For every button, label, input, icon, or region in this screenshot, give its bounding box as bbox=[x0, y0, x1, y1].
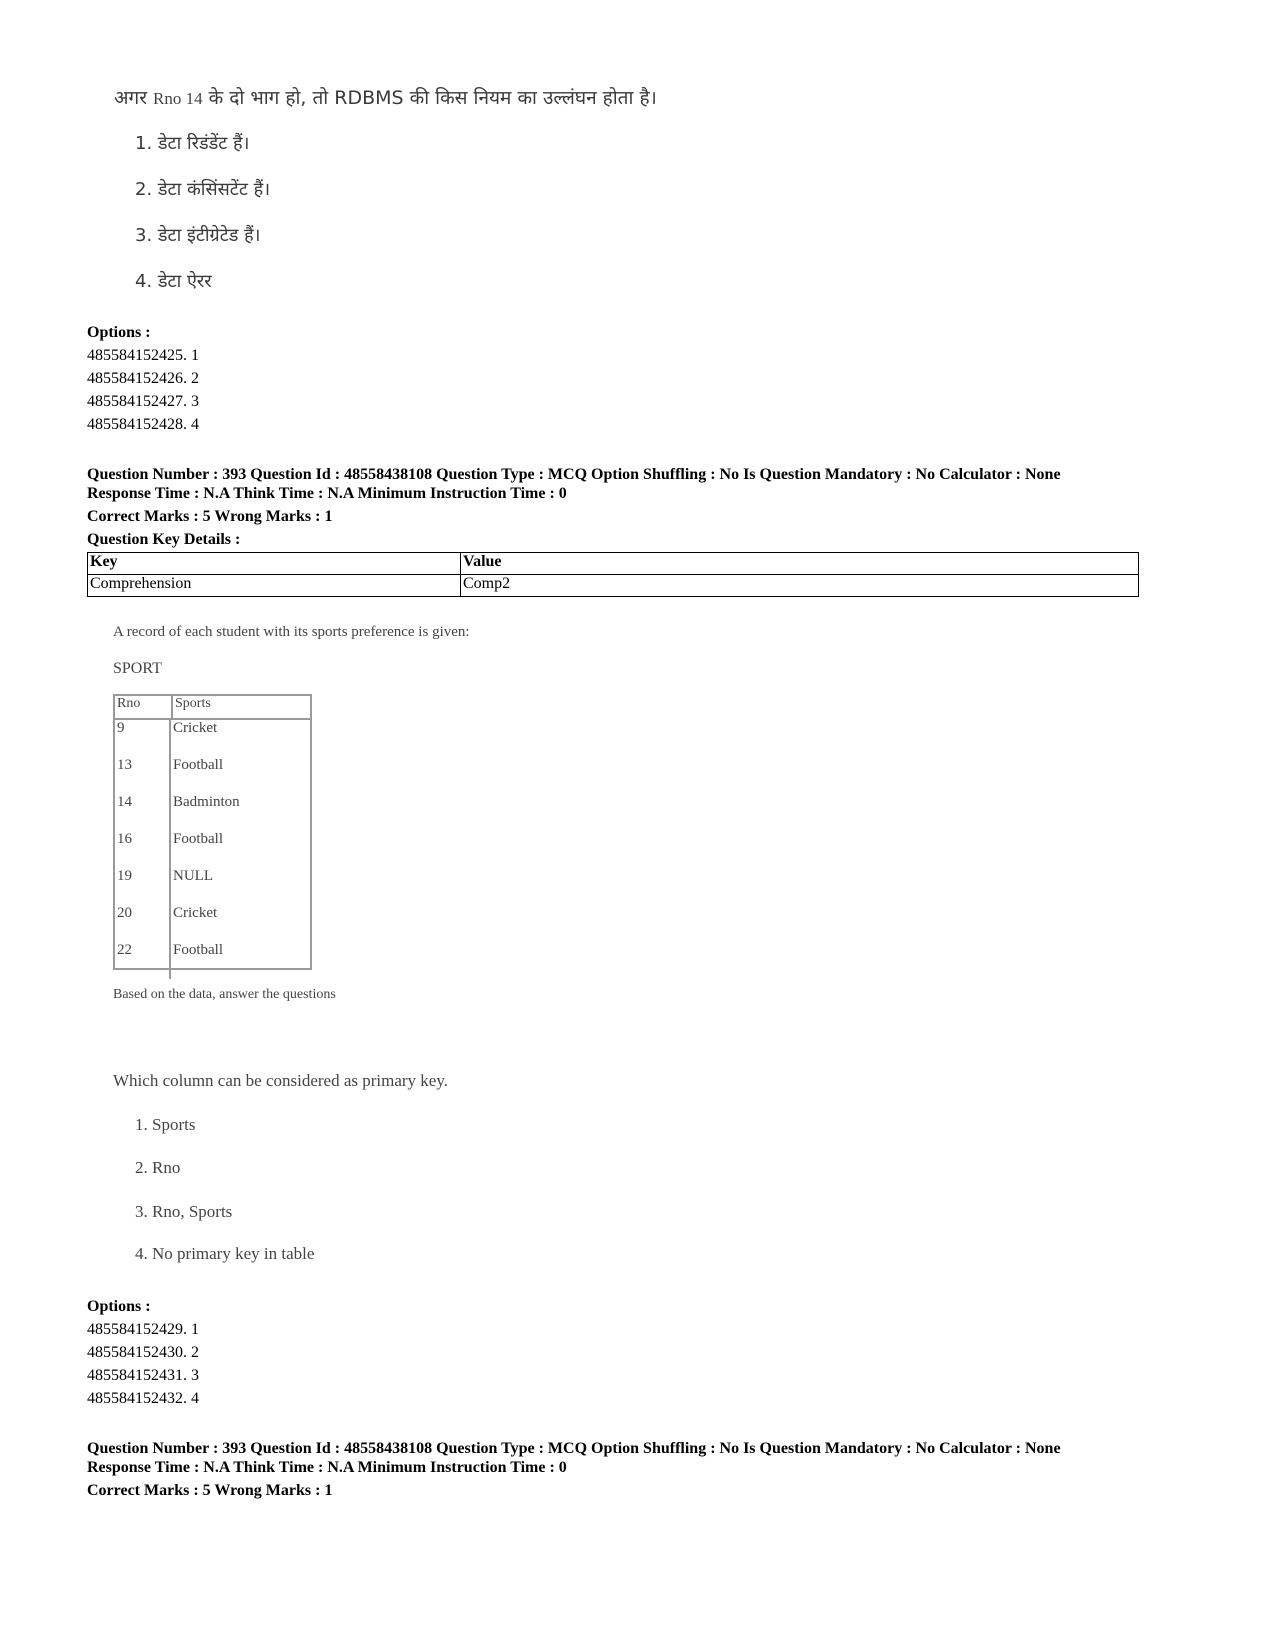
sport-header-rno: Rno bbox=[115, 696, 173, 718]
q2-options-label: Options : bbox=[87, 1298, 151, 1315]
table-row bbox=[115, 720, 310, 757]
q3-marks: Correct Marks : 5 Wrong Marks : 1 bbox=[87, 1482, 333, 1499]
sport-cell-sport: Cricket bbox=[173, 905, 218, 921]
sport-table-header bbox=[115, 696, 310, 720]
sport-header-sports: Sports bbox=[175, 696, 211, 711]
table-row bbox=[88, 575, 1139, 597]
q1-prompt-suffix: के दो भाग हो, तो RDBMS की किस नियम का उल्लंघन होता है। bbox=[208, 87, 657, 109]
column-divider bbox=[169, 720, 171, 979]
key-table-header-row bbox=[88, 553, 1139, 575]
q2-key-table bbox=[87, 552, 1139, 597]
table-row bbox=[115, 942, 310, 979]
q1-prompt bbox=[114, 84, 657, 110]
q3-header-line2: Response Time : N.A Think Time : N.A Minimum Instruction Time : 0 bbox=[87, 1459, 567, 1476]
sport-cell-rno: 22 bbox=[117, 942, 132, 958]
q2-prompt: Which column can be considered as primary key. bbox=[113, 1071, 448, 1090]
sport-table-body bbox=[115, 720, 310, 979]
q1-choice-3: 3. डेटा इंटीग्रेटेड हैं। bbox=[135, 225, 261, 246]
sport-cell-rno: 20 bbox=[117, 905, 132, 921]
sport-cell-sport: Football bbox=[173, 757, 224, 773]
table-row bbox=[115, 905, 310, 942]
key-table-header-value: Value bbox=[461, 553, 1139, 575]
sport-cell-rno: 13 bbox=[117, 757, 132, 773]
key-table-header-key: Key bbox=[88, 553, 461, 575]
q1-prompt-prefix: अगर bbox=[114, 87, 147, 109]
key-table-cell-key: Comprehension bbox=[88, 575, 461, 597]
q1-choice-4: 4. डेटा ऐरर bbox=[135, 271, 212, 292]
q2-choice-4: 4. No primary key in table bbox=[135, 1244, 315, 1263]
q2-based-on: Based on the data, answer the questions bbox=[113, 987, 336, 1002]
q1-options-label: Options : bbox=[87, 324, 151, 341]
sport-table bbox=[113, 694, 312, 970]
sport-cell-rno: 16 bbox=[117, 831, 132, 847]
q2-option-3: 485584152431. 3 bbox=[87, 1367, 199, 1384]
q2-marks: Correct Marks : 5 Wrong Marks : 1 bbox=[87, 508, 333, 525]
q2-choice-1: 1. Sports bbox=[135, 1115, 196, 1134]
q2-option-2: 485584152430. 2 bbox=[87, 1344, 199, 1361]
q1-option-1: 485584152425. 1 bbox=[87, 347, 199, 364]
table-row bbox=[115, 757, 310, 794]
q1-option-2: 485584152426. 2 bbox=[87, 370, 199, 387]
q2-key-details-label: Question Key Details : bbox=[87, 531, 241, 548]
table-row bbox=[115, 831, 310, 868]
q1-choice-1: 1. डेटा रिडंडेंट हैं। bbox=[135, 133, 250, 154]
sport-cell-rno: 19 bbox=[117, 868, 132, 884]
q1-choice-2: 2. डेटा कंसिंसटेंट हैं। bbox=[135, 179, 271, 200]
sport-cell-rno: 14 bbox=[117, 794, 132, 810]
q2-intro: A record of each student with its sports preference is given: bbox=[113, 624, 470, 640]
sport-cell-sport: Cricket bbox=[173, 720, 218, 736]
sport-cell-rno: 9 bbox=[117, 720, 125, 736]
q2-header-line1: Question Number : 393 Question Id : 48558438108 Question Type : MCQ Option Shuffling : No Is Question Mandatory : No Calculator : None bbox=[87, 466, 1061, 483]
q2-choice-3: 3. Rno, Sports bbox=[135, 1202, 233, 1221]
key-table-cell-value: Comp2 bbox=[461, 575, 1139, 597]
q2-option-4: 485584152432. 4 bbox=[87, 1390, 199, 1407]
q1-option-3: 485584152427. 3 bbox=[87, 393, 199, 410]
table-row bbox=[115, 794, 310, 831]
q3-header-line1: Question Number : 393 Question Id : 48558438108 Question Type : MCQ Option Shuffling : No Is Question Mandatory : No Calculator : None bbox=[87, 1440, 1061, 1457]
table-row bbox=[115, 868, 310, 905]
q2-table-title: SPORT bbox=[113, 660, 162, 677]
q1-option-4: 485584152428. 4 bbox=[87, 416, 199, 433]
q1-prompt-code: Rno 14 bbox=[153, 89, 203, 108]
sport-cell-sport: NULL bbox=[173, 868, 213, 884]
sport-cell-sport: Football bbox=[173, 831, 224, 847]
sport-cell-sport: Badminton bbox=[173, 794, 240, 810]
q2-choice-2: 2. Rno bbox=[135, 1158, 181, 1177]
q2-option-1: 485584152429. 1 bbox=[87, 1321, 199, 1338]
sport-cell-sport: Football bbox=[173, 942, 224, 958]
q2-header-line2: Response Time : N.A Think Time : N.A Minimum Instruction Time : 0 bbox=[87, 485, 567, 502]
